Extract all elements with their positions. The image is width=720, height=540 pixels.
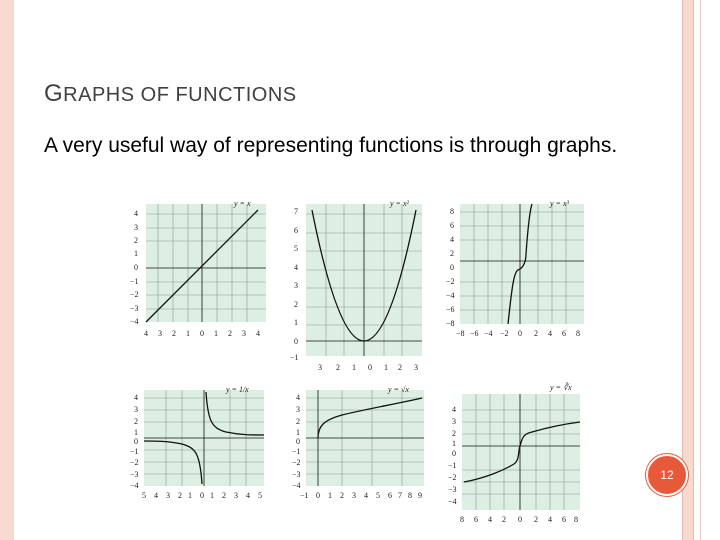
x-tick-label: 5: [376, 491, 380, 500]
y-tick-label: −4: [130, 317, 139, 326]
x-tick-label: −8: [456, 329, 465, 338]
x-tick-label: 2: [398, 363, 402, 372]
y-tick-label: −2: [130, 458, 139, 467]
x-tick-label: 8: [408, 491, 412, 500]
x-tick-label: 1: [186, 329, 190, 338]
x-tick-label: 0: [518, 515, 522, 524]
x-tick-label: 2: [336, 363, 340, 372]
x-tick-label: 3: [158, 329, 162, 338]
x-tick-label: 4: [154, 491, 158, 500]
x-tick-label: 9: [418, 491, 422, 500]
x-tick-label: 0: [316, 491, 320, 500]
y-tick-label: 8: [450, 207, 454, 216]
y-tick-label: 3: [452, 417, 456, 426]
left-border-strip: [0, 0, 14, 540]
function-label: y = ∛x: [550, 383, 572, 392]
y-tick-label: −2: [446, 277, 455, 286]
slide-title: [44, 80, 297, 108]
y-tick-label: −1: [130, 447, 139, 456]
y-tick-label: 0: [134, 263, 138, 272]
y-tick-label: 1: [452, 439, 456, 448]
x-tick-label: 6: [562, 515, 566, 524]
y-tick-label: 0: [294, 337, 298, 346]
function-label: y = 1/x: [226, 385, 249, 394]
graph-sqrt: [286, 382, 432, 502]
graph-cuberoot: [446, 378, 592, 526]
title-initial: G: [44, 80, 64, 107]
y-tick-label: 2: [450, 249, 454, 258]
x-tick-label: −6: [470, 329, 479, 338]
x-tick-label: 2: [228, 329, 232, 338]
x-tick-label: −4: [484, 329, 493, 338]
x-tick-label: 0: [518, 329, 522, 338]
x-tick-label: 6: [474, 515, 478, 524]
y-tick-label: −2: [448, 473, 457, 482]
y-tick-label: 0: [450, 263, 454, 272]
y-tick-label: 2: [296, 417, 300, 426]
y-tick-label: 5: [294, 244, 298, 253]
x-tick-label: 7: [398, 491, 402, 500]
graph-linear: [126, 196, 272, 342]
x-tick-label: 1: [210, 491, 214, 500]
y-tick-label: 4: [452, 405, 456, 414]
x-tick-label: 4: [144, 329, 148, 338]
x-tick-label: 3: [352, 491, 356, 500]
x-tick-label: 6: [562, 329, 566, 338]
y-tick-label: −2: [292, 458, 301, 467]
graph-square: [286, 196, 432, 372]
y-tick-label: 1: [294, 318, 298, 327]
y-tick-label: 6: [294, 226, 298, 235]
x-tick-label: 4: [256, 329, 260, 338]
x-tick-label: 1: [352, 363, 356, 372]
x-tick-label: 6: [388, 491, 392, 500]
graph-background: [460, 204, 584, 324]
y-tick-label: 7: [294, 207, 298, 216]
y-tick-label: 4: [296, 393, 300, 402]
x-tick-label: 2: [340, 491, 344, 500]
x-tick-label: 3: [234, 491, 238, 500]
x-tick-label: 2: [502, 515, 506, 524]
x-tick-label: 4: [548, 329, 552, 338]
y-tick-label: −4: [292, 481, 301, 490]
y-tick-label: 2: [134, 417, 138, 426]
y-tick-label: 2: [294, 300, 298, 309]
y-tick-label: 1: [134, 428, 138, 437]
x-tick-label: 8: [576, 329, 580, 338]
x-tick-label: 1: [214, 329, 218, 338]
function-label: y = x³: [550, 199, 569, 208]
x-tick-label: 3: [242, 329, 246, 338]
y-tick-label: 4: [294, 263, 298, 272]
y-tick-label: −2: [130, 290, 139, 299]
y-tick-label: −4: [130, 481, 139, 490]
function-label: y = x²: [390, 199, 409, 208]
x-tick-label: 0: [368, 363, 372, 372]
y-tick-label: −3: [292, 470, 301, 479]
y-tick-label: −3: [130, 470, 139, 479]
x-tick-label: 3: [318, 363, 322, 372]
function-label: y = √x: [388, 385, 409, 394]
x-tick-label: 5: [258, 491, 262, 500]
x-tick-label: −1: [300, 491, 309, 500]
x-tick-label: 1: [384, 363, 388, 372]
y-tick-label: −1: [448, 461, 457, 470]
y-tick-label: 1: [296, 428, 300, 437]
y-tick-label: 0: [452, 449, 456, 458]
right-border-strip: [682, 0, 694, 540]
x-tick-label: 0: [200, 329, 204, 338]
slide-body-text: A very useful way of representing functions is through graphs.: [44, 134, 618, 157]
y-tick-label: 3: [296, 405, 300, 414]
y-tick-label: 4: [134, 393, 138, 402]
y-tick-label: 0: [296, 437, 300, 446]
x-tick-label: −2: [500, 329, 509, 338]
x-tick-label: 2: [222, 491, 226, 500]
right-border-line: [700, 0, 701, 540]
y-tick-label: −3: [130, 304, 139, 313]
x-tick-label: 5: [142, 491, 146, 500]
y-tick-label: −1: [292, 447, 301, 456]
y-tick-label: 1: [134, 249, 138, 258]
graph-background: [462, 394, 580, 510]
y-tick-label: 0: [134, 437, 138, 446]
y-tick-label: −4: [446, 291, 455, 300]
y-tick-label: 4: [134, 209, 138, 218]
x-tick-label: 1: [188, 491, 192, 500]
y-tick-label: −1: [130, 277, 139, 286]
y-tick-label: −1: [290, 353, 299, 362]
x-tick-label: 3: [166, 491, 170, 500]
x-tick-label: 4: [364, 491, 368, 500]
x-tick-label: 8: [460, 515, 464, 524]
y-tick-label: 4: [450, 235, 454, 244]
x-tick-label: 8: [574, 515, 578, 524]
page-number-badge: 12: [646, 454, 688, 496]
y-tick-label: 2: [134, 236, 138, 245]
y-tick-label: −4: [448, 497, 457, 506]
graph-cube: [446, 196, 592, 342]
y-tick-label: 3: [134, 405, 138, 414]
x-tick-label: 0: [200, 491, 204, 500]
x-tick-label: 4: [488, 515, 492, 524]
x-tick-label: 2: [172, 329, 176, 338]
y-tick-label: 3: [294, 281, 298, 290]
y-tick-label: 3: [134, 223, 138, 232]
x-tick-label: 3: [414, 363, 418, 372]
title-rest: RAPHS OF FUNCTIONS: [63, 84, 297, 106]
x-tick-label: 2: [534, 329, 538, 338]
graph-reciprocal: [126, 382, 272, 502]
x-tick-label: 2: [534, 515, 538, 524]
y-tick-label: 2: [452, 429, 456, 438]
y-tick-label: 6: [450, 221, 454, 230]
x-tick-label: 4: [246, 491, 250, 500]
y-tick-label: −8: [446, 319, 455, 328]
function-label: y = x: [234, 199, 251, 208]
y-tick-label: −6: [446, 305, 455, 314]
x-tick-label: 2: [178, 491, 182, 500]
y-tick-label: −3: [448, 485, 457, 494]
x-tick-label: 1: [328, 491, 332, 500]
x-tick-label: 4: [548, 515, 552, 524]
